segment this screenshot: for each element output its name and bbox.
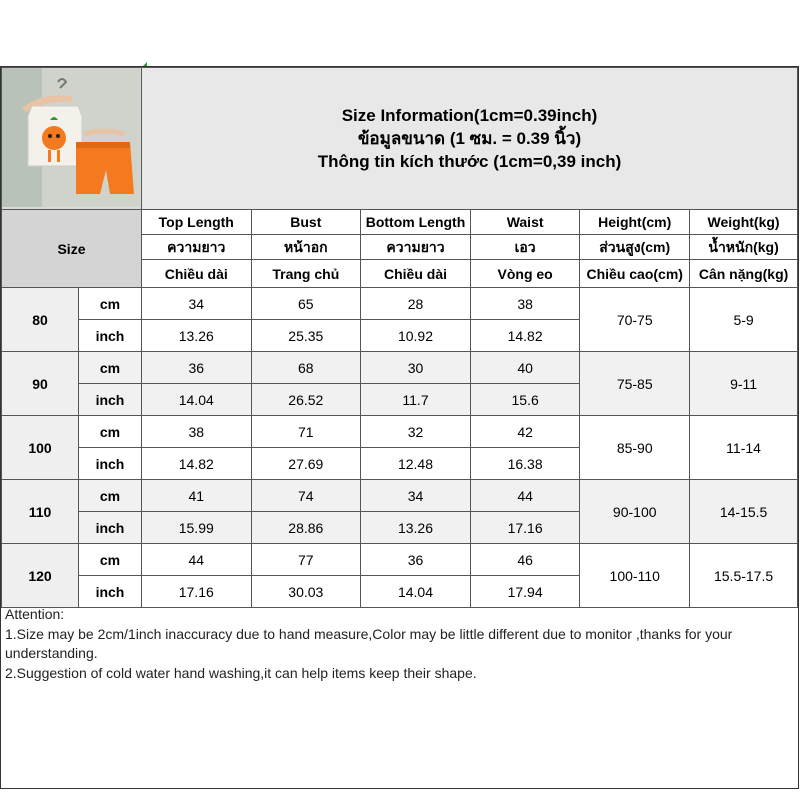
cell-waist-inch: 17.94 [470,576,579,608]
cell-top-length-cm: 36 [141,352,251,384]
unit-inch: inch [78,512,141,544]
col-bottom-length-th: ความยาว [361,235,471,260]
banner-line-vi: Thông tin kích thước (1cm=0,39 inch) [317,152,622,171]
col-top-length-th: ความยาว [141,235,251,260]
cell-bust-inch: 30.03 [251,576,361,608]
notes-title: Attention: [5,606,65,622]
col-bottom-length-en: Bottom Length [361,210,471,235]
cell-bust-inch: 26.52 [251,384,361,416]
col-waist-en: Waist [470,210,579,235]
banner [141,68,797,210]
col-top-length-vi: Chiều dài [141,260,251,288]
unit-cm: cm [78,288,141,320]
col-bust-vi: Trang chủ [251,260,361,288]
col-height-en: Height(cm) [580,210,690,235]
unit-inch: inch [78,384,141,416]
cell-weight: 14-15.5 [690,480,798,544]
col-weight-th: น้ำหนัก(kg) [690,235,798,260]
col-bust-en: Bust [251,210,361,235]
cell-waist-inch: 17.16 [470,512,579,544]
cell-top-length-inch: 14.82 [141,448,251,480]
notes-line-1: 1.Size may be 2cm/1inch inaccuracy due to hand measure,Color may be little different due to monitor ,thanks for your understanding. [5,625,733,661]
cell-bust-cm: 65 [251,288,361,320]
cell-bust-inch: 25.35 [251,320,361,352]
size-110: 110 [2,480,79,544]
col-weight-en: Weight(kg) [690,210,798,235]
cell-top-length-inch: 17.16 [141,576,251,608]
product-image [2,68,140,207]
cell-waist-cm: 38 [470,288,579,320]
cell-waist-inch: 15.6 [470,384,579,416]
size-80: 80 [2,288,79,352]
cell-weight: 5-9 [690,288,798,352]
unit-cm: cm [78,352,141,384]
cell-waist-cm: 42 [470,416,579,448]
notes-line-2: 2.Suggestion of cold water hand washing,it can help items keep their shape. [5,664,477,681]
cell-bust-cm: 71 [251,416,361,448]
product-photo [2,68,142,210]
col-height-th: ส่วนสูง(cm) [580,235,690,260]
col-waist-vi: Vòng eo [470,260,579,288]
cell-bust-inch: 27.69 [251,448,361,480]
cell-height: 75-85 [580,352,690,416]
size-90: 90 [2,352,79,416]
cell-bottom-length-inch: 13.26 [361,512,471,544]
cell-weight: 11-14 [690,416,798,480]
cell-bottom-length-inch: 12.48 [361,448,471,480]
cell-weight: 9-11 [690,352,798,416]
cell-top-length-cm: 44 [141,544,251,576]
size-heading: Size [2,210,142,288]
size-chart-sheet [0,66,799,789]
cell-top-length-cm: 34 [141,288,251,320]
cell-bottom-length-inch: 11.7 [361,384,471,416]
cell-height: 90-100 [580,480,690,544]
size-120: 120 [2,544,79,608]
cell-bust-cm: 77 [251,544,361,576]
cell-waist-cm: 40 [470,352,579,384]
cell-top-length-inch: 14.04 [141,384,251,416]
cell-top-length-inch: 15.99 [141,512,251,544]
unit-cm: cm [78,544,141,576]
cell-waist-cm: 44 [470,480,579,512]
cell-height: 85-90 [580,416,690,480]
unit-inch: inch [78,320,141,352]
unit-inch: inch [78,576,141,608]
cell-bottom-length-cm: 36 [361,544,471,576]
size-table [1,67,798,608]
cell-height: 70-75 [580,288,690,352]
col-waist-th: เอว [470,235,579,260]
cell-waist-inch: 14.82 [470,320,579,352]
cell-top-length-cm: 41 [141,480,251,512]
cell-waist-inch: 16.38 [470,448,579,480]
unit-cm: cm [78,480,141,512]
cell-waist-cm: 46 [470,544,579,576]
col-weight-vi: Cân nặng(kg) [690,260,798,288]
cell-bottom-length-cm: 34 [361,480,471,512]
unit-inch: inch [78,448,141,480]
unit-cm: cm [78,416,141,448]
cell-bust-cm: 74 [251,480,361,512]
cell-bottom-length-inch: 10.92 [361,320,471,352]
cell-bust-cm: 68 [251,352,361,384]
cell-bottom-length-cm: 30 [361,352,471,384]
banner-line-th: ข้อมูลขนาด (1 ซม. = 0.39 นิ้ว) [357,129,582,148]
col-bust-th: หน้าอก [251,235,361,260]
cell-weight: 15.5-17.5 [690,544,798,608]
size-100: 100 [2,416,79,480]
col-top-length-en: Top Length [141,210,251,235]
cell-bottom-length-inch: 14.04 [361,576,471,608]
cell-bust-inch: 28.86 [251,512,361,544]
cell-bottom-length-cm: 28 [361,288,471,320]
col-height-vi: Chiều cao(cm) [580,260,690,288]
cell-top-length-cm: 38 [141,416,251,448]
banner-line-en: Size Information(1cm=0.39inch) [341,106,598,125]
col-bottom-length-vi: Chiều dài [361,260,471,288]
cell-top-length-inch: 13.26 [141,320,251,352]
cell-bottom-length-cm: 32 [361,416,471,448]
attention-notes [5,605,795,683]
cell-height: 100-110 [580,544,690,608]
